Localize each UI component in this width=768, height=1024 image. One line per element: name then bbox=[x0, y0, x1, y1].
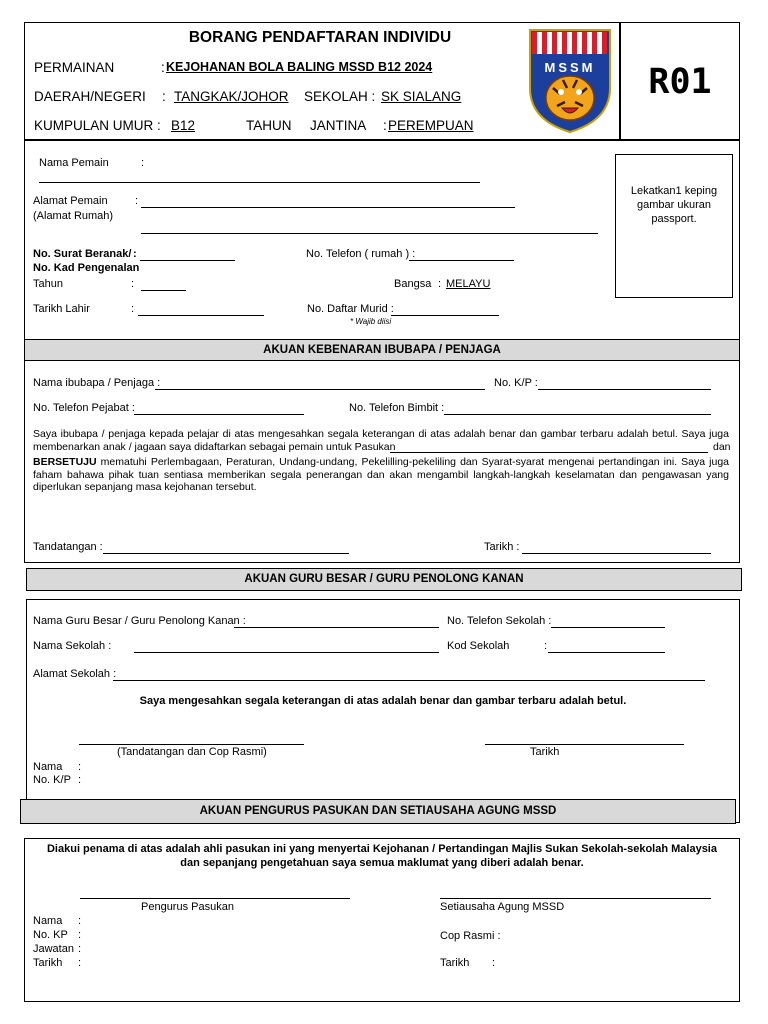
alamat-sekolah-label: Alamat Sekolah : bbox=[33, 668, 117, 680]
mssd-bar: AKUAN PENGURUS PASUKAN DAN SETIAUSAHA AGUNG MSSD bbox=[20, 799, 736, 824]
daerah-colon: : bbox=[162, 89, 166, 104]
permainan-colon: : bbox=[161, 60, 165, 75]
head-statement: Saya mengesahkan segala keterangan di atas adalah benar dan gambar terbaru adalah betul. bbox=[139, 695, 627, 707]
tahun-label: TAHUN bbox=[246, 118, 292, 133]
parent-tandatangan-label: Tandatangan : bbox=[33, 541, 103, 553]
mssd-tarikh-colon: : bbox=[78, 957, 82, 969]
mssd-jawatan-label: Jawatan bbox=[33, 943, 74, 955]
alamat-field-1[interactable] bbox=[141, 207, 515, 208]
parent-paragraph-2 bbox=[33, 456, 729, 494]
kod-sekolah-label: Kod Sekolah bbox=[447, 640, 510, 652]
head-bar: AKUAN GURU BESAR / GURU PENOLONG KANAN bbox=[26, 568, 742, 591]
parent-tandatangan-field[interactable] bbox=[103, 553, 349, 554]
kumpulan-label: KUMPULAN UMUR : bbox=[34, 118, 161, 133]
tarikh-lahir-field[interactable] bbox=[138, 315, 264, 316]
alamat-colon: : bbox=[135, 195, 139, 207]
daerah-value: TANGKAK/JOHOR bbox=[174, 89, 289, 104]
kumpulan-value: B12 bbox=[171, 118, 196, 133]
head-signature-field[interactable] bbox=[79, 744, 304, 745]
pejabat-field[interactable] bbox=[134, 414, 304, 415]
permainan-value: KEJOHANAN BOLA BALING MSSD B12 2024 bbox=[166, 60, 433, 74]
bimbit-field[interactable] bbox=[444, 414, 711, 415]
bersetuju-text: BERSETUJU bbox=[33, 456, 97, 468]
parent-bar: AKUAN KEBENARAN IBUBAPA / PENJAGA bbox=[24, 339, 740, 361]
nama-pemain-label: Nama Pemain bbox=[39, 157, 109, 169]
setiausaha-signature-field[interactable] bbox=[440, 898, 711, 899]
bangsa-colon: : bbox=[438, 278, 442, 290]
jantina-label: JANTINA bbox=[310, 118, 367, 133]
head-tarikh-field[interactable] bbox=[485, 744, 684, 745]
permainan-label: PERMAINAN bbox=[34, 60, 115, 75]
parent-paragraph-1: Saya ibubapa / penjaga kepada pelajar di atas mengesahkan segala keterangan di atas adalah benar dan gambar terbaru adalah betul. Saya juga membenarkan anak / jagaan saya didaftarkan sebagai pemain untuk Pasukan bbox=[33, 428, 729, 453]
mssd-kp-label: No. KP bbox=[33, 929, 68, 941]
parent-kp-field[interactable] bbox=[538, 389, 711, 390]
form-code: R01 bbox=[648, 62, 712, 102]
telefon-sekolah-field[interactable] bbox=[551, 627, 665, 628]
bimbit-label: No. Telefon Bimbit : bbox=[349, 402, 445, 414]
nama-sekolah-label: Nama Sekolah : bbox=[33, 640, 112, 652]
mssd-nama-label: Nama bbox=[33, 915, 63, 927]
tarikh-lahir-label: Tarikh Lahir bbox=[33, 303, 90, 315]
parent-paragraph-2-text: mematuhi Perlembagaan, Peraturan, Undang-undang, Pekelilling-pekeliling dan Syarat-syarat mengenai pertandingan ini. Saya juga faham bahawa pihak tuan sentiasa memberikan segala penerangan dan akan mengambil langkah-langkah keselamatan dan pengawasan yang diperlukan sepanjang masa kejohanan tersebut. bbox=[33, 456, 729, 493]
jantina-colon: : bbox=[383, 118, 387, 133]
nama-pemain-colon: : bbox=[141, 157, 145, 169]
surat-label-1: No. Surat Beranak/ bbox=[33, 248, 132, 260]
mssd-jawatan-colon: : bbox=[78, 943, 82, 955]
pengurus-signature-field[interactable] bbox=[80, 898, 350, 899]
surat-field[interactable] bbox=[140, 260, 235, 261]
head-kp-colon: : bbox=[78, 774, 82, 786]
telefon-sekolah-label: No. Telefon Sekolah : bbox=[447, 615, 552, 627]
setiausaha-label: Setiausaha Agung MSSD bbox=[440, 901, 565, 913]
head-kp-label: No. K/P bbox=[33, 774, 71, 786]
head-signature-label: (Tandatangan dan Cop Rasmi) bbox=[117, 746, 267, 758]
nama-guru-field[interactable] bbox=[234, 627, 439, 628]
alamat-field-2[interactable] bbox=[141, 233, 598, 234]
head-section bbox=[26, 599, 740, 823]
sekolah-label: SEKOLAH : bbox=[304, 89, 376, 104]
tarikh-lahir-colon: : bbox=[131, 303, 135, 315]
alamat-label-1: Alamat Pemain bbox=[33, 195, 108, 207]
mssd-tarikh2-label: Tarikh bbox=[440, 957, 470, 969]
parent-kp-label: No. K/P : bbox=[494, 377, 538, 389]
tahun-label: Tahun bbox=[33, 278, 63, 290]
parent-nama-label: Nama ibubapa / Penjaga : bbox=[33, 377, 161, 389]
head-nama-label: Nama bbox=[33, 761, 63, 773]
form-title: BORANG PENDAFTARAN INDIVIDU bbox=[188, 29, 452, 46]
surat-colon: : bbox=[133, 248, 137, 260]
bangsa-label: Bangsa bbox=[394, 278, 432, 290]
parent-tarikh-field[interactable] bbox=[522, 553, 711, 554]
sekolah-value: SK SIALANG bbox=[381, 89, 462, 104]
daftar-murid-field[interactable] bbox=[391, 315, 499, 316]
jantina-value: PEREMPUAN bbox=[388, 118, 474, 133]
wajib-note: * Wajib diisi bbox=[350, 317, 392, 326]
mssd-line-1: Diakui penama di atas adalah ahli pasukan ini yang menyertai Kejohanan / Pertandingan Majlis Sukan Sekolah-sekolah Malaysia bbox=[46, 843, 717, 855]
alamat-sekolah-field[interactable] bbox=[113, 680, 705, 681]
parent-dan: dan bbox=[713, 441, 731, 453]
pasukan-field[interactable] bbox=[390, 452, 708, 453]
pejabat-label: No. Telefon Pejabat : bbox=[33, 402, 135, 414]
photo-note: Lekatkan1 keping gambar ukuran passport. bbox=[630, 185, 718, 225]
parent-nama-field[interactable] bbox=[155, 389, 485, 390]
head-nama-colon: : bbox=[78, 761, 82, 773]
surat-label-2: No. Kad Pengenalan bbox=[33, 262, 140, 274]
parent-tarikh-label: Tarikh : bbox=[484, 541, 520, 553]
mssd-tarikh-label: Tarikh bbox=[33, 957, 63, 969]
tahun-colon: : bbox=[131, 278, 135, 290]
telefon-rumah-field[interactable] bbox=[409, 260, 514, 261]
logo-text: MSSM bbox=[544, 60, 596, 75]
nama-sekolah-field[interactable] bbox=[134, 652, 439, 653]
mssm-logo bbox=[527, 28, 613, 134]
daftar-murid-label: No. Daftar Murid : bbox=[307, 303, 394, 315]
daerah-label: DAERAH/NEGERI bbox=[34, 89, 146, 104]
photo-box bbox=[615, 154, 733, 298]
head-tarikh-label: Tarikh bbox=[530, 746, 560, 758]
bangsa-value: MELAYU bbox=[446, 278, 491, 290]
alamat-label-2: (Alamat Rumah) bbox=[33, 210, 114, 222]
mssd-tarikh2-colon: : bbox=[492, 957, 496, 969]
telefon-rumah-label: No. Telefon ( rumah ) : bbox=[306, 248, 416, 260]
tahun-field[interactable] bbox=[141, 290, 186, 291]
nama-pemain-field[interactable] bbox=[39, 182, 480, 183]
pengurus-label: Pengurus Pasukan bbox=[141, 901, 234, 913]
mssd-kp-colon: : bbox=[78, 929, 82, 941]
nama-guru-label: Nama Guru Besar / Guru Penolong Kanan : bbox=[33, 615, 246, 627]
mssd-line-2: dan sepanjang pengetahuan saya semua maklumat yang diberi adalah benar. bbox=[180, 857, 584, 869]
kod-sekolah-colon: : bbox=[544, 640, 548, 652]
cop-rasmi-label: Cop Rasmi : bbox=[440, 930, 501, 942]
mssd-nama-colon: : bbox=[78, 915, 82, 927]
kod-sekolah-field[interactable] bbox=[548, 652, 665, 653]
